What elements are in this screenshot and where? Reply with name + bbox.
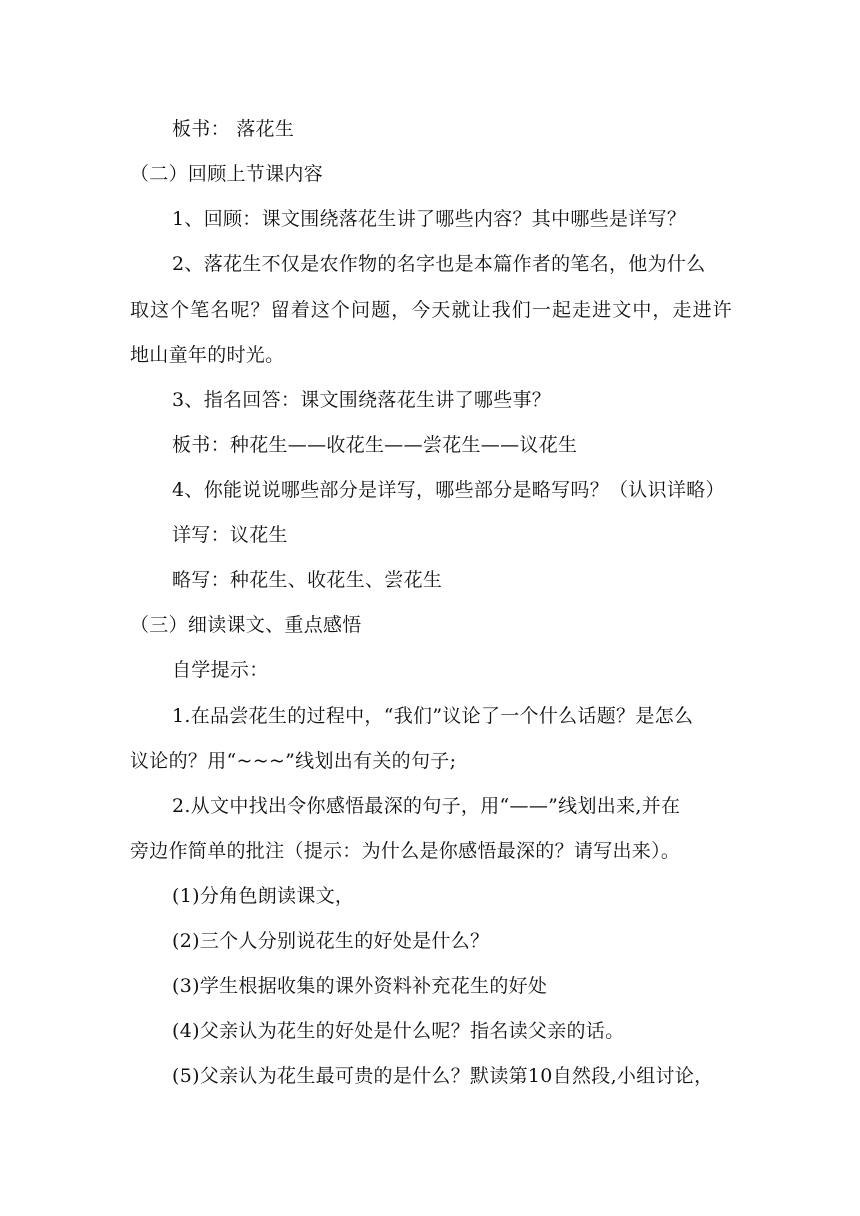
tip-1-line-2: 议论的？用“~~~”线划出有关的句子; bbox=[130, 750, 457, 772]
activity-item-5: (5)父亲认为花生最可贵的是什么？默读第10自然段,小组讨论， bbox=[172, 1065, 714, 1087]
tip-2-line-2: 旁边作简单的批注（提示：为什么是你感悟最深的？请写出来）。 bbox=[130, 840, 681, 862]
blackboard-events-line: 板书：种花生——收花生——尝花生——议花生 bbox=[172, 434, 578, 456]
section-heading-review: （二）回顾上节课内容 bbox=[130, 163, 324, 185]
tip-1-line-1: 1.在品尝花生的过程中，“我们”议论了一个什么话题？是怎么 bbox=[172, 705, 694, 727]
brief-writing-line: 略写：种花生、收花生、尝花生 bbox=[172, 569, 443, 591]
self-study-tips-label: 自学提示： bbox=[172, 659, 269, 681]
tip-2-line-1: 2.从文中找出令你感悟最深的句子，用“——”线划出来,并在 bbox=[172, 795, 681, 817]
review-question-2-line-1: 2、落花生不仅是农作物的名字也是本篇作者的笔名，他为什么 bbox=[172, 253, 706, 275]
blackboard-title-line: 板书： 落花生 bbox=[172, 118, 295, 140]
review-question-3: 3、指名回答：课文围绕落花生讲了哪些事？ bbox=[172, 389, 552, 411]
detailed-writing-line: 详写：议花生 bbox=[172, 524, 288, 546]
review-question-2-line-2: 取这个笔名呢？留着这个问题，今天就让我们一起走进文中，走进许 bbox=[130, 299, 732, 321]
review-question-2-line-3: 地山童年的时光。 bbox=[130, 344, 285, 366]
review-question-1: 1、回顾：课文围绕落花生讲了哪些内容？其中哪些是详写？ bbox=[172, 208, 687, 230]
activity-item-4: (4)父亲认为花生的好处是什么呢？指名读父亲的话。 bbox=[172, 1020, 625, 1042]
review-question-4: 4、你能说说哪些部分是详写，哪些部分是略写吗？（认识详略） bbox=[172, 479, 725, 501]
section-heading-close-reading: （三）细读课文、重点感悟 bbox=[130, 614, 362, 636]
activity-item-2: (2)三个人分别说花生的好处是什么？ bbox=[172, 930, 490, 952]
activity-item-1: (1)分角色朗读课文， bbox=[172, 885, 355, 907]
activity-item-3: (3)学生根据收集的课外资料补充花生的好处 bbox=[172, 975, 548, 997]
